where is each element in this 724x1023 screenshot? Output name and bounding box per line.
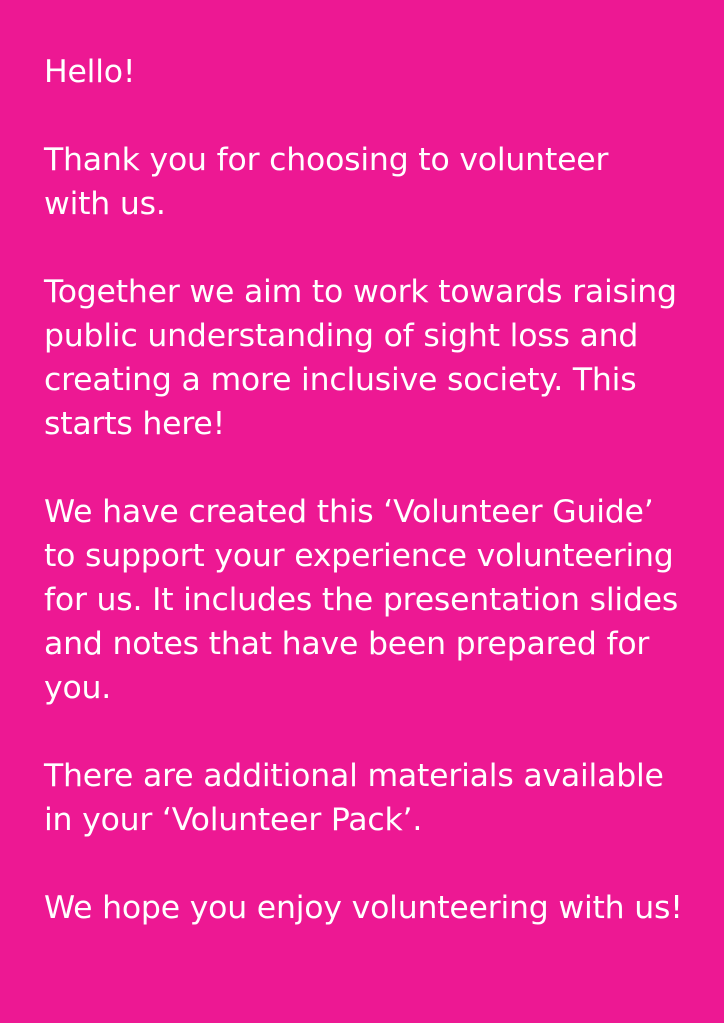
thank-you-paragraph: Thank you for choosing to volunteer with us. [44, 142, 609, 222]
materials-paragraph: There are additional materials available in your ‘Volunteer Pack’. [44, 758, 664, 838]
greeting-text: Hello! [44, 54, 136, 90]
guide-intro-paragraph: We have created this ‘Volunteer Guide’ to support your experience volunteering for us. It includes the presentation slides and notes that have been prepared for you. [44, 494, 679, 706]
closing-paragraph: We hope you enjoy volunteering with us! [44, 890, 683, 926]
mission-paragraph: Together we aim to work towards raising public understanding of sight loss and creating a more inclusive society. This starts here! [44, 274, 677, 442]
